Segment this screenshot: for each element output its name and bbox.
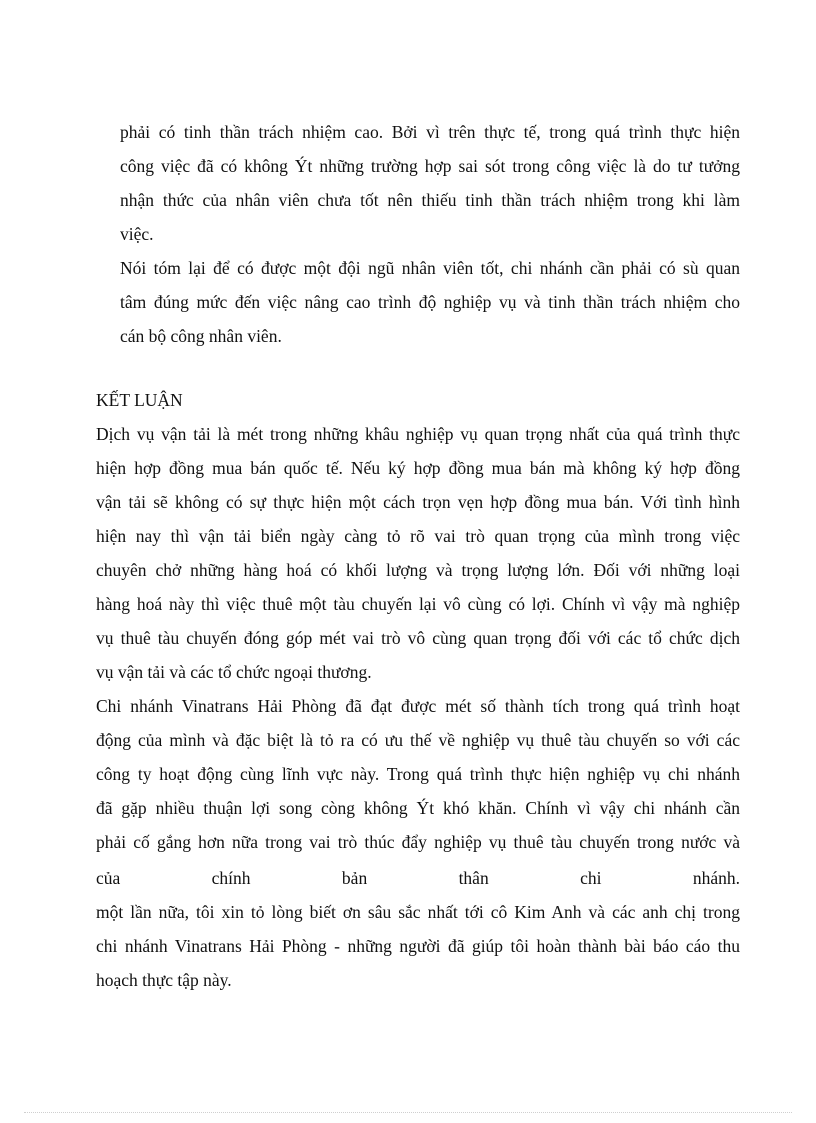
text-line: của chính bản thân chi nhánh. <box>96 868 740 888</box>
text-line: động của mình và đặc biệt là tỏ ra có ưu thế về nghiệp vụ thuê tàu chuyến so với các <box>96 730 740 750</box>
text-line: tâm đúng mức đến việc nâng cao trình độ nghiệp vụ và tinh thần trách nhiệm cho <box>120 292 740 312</box>
text-line: hiện nay thì vận tải biển ngày càng tỏ rõ vai trò quan trọng của mình trong việc <box>96 526 740 546</box>
text-line: vận tải sẽ không có sự thực hiện một cách trọn vẹn hợp đồng mua bán. Với tình hình <box>96 492 740 512</box>
text-line: vụ vận tải và các tổ chức ngoại thương. <box>96 662 372 682</box>
text-line: Chi nhánh Vinatrans Hải Phòng đã đạt được mét số thành tích trong quá trình hoạt <box>96 696 740 716</box>
text-line: cán bộ công nhân viên. <box>120 326 282 346</box>
text-line: hoạch thực tập này. <box>96 970 232 990</box>
text-line: công ty hoạt động cùng lĩnh vực này. Trong quá trình thực hiện nghiệp vụ chi nhánh <box>96 764 740 784</box>
section-heading: KẾT LUẬN <box>96 390 183 410</box>
text-line: chuyên chở những hàng hoá có khối lượng và trọng lượng lớn. Đối với những loại <box>96 560 740 580</box>
text-line: đã gặp nhiều thuận lợi song còng không Ýt khó khăn. Chính vì vậy chi nhánh cần <box>96 798 740 818</box>
page-bottom-divider <box>24 1112 792 1113</box>
text-line: phải có tinh thần trách nhiệm cao. Bởi vì trên thực tế, trong quá trình thực hiện <box>120 122 740 142</box>
text-line: Nói tóm lại để có được một đội ngũ nhân viên tốt, chi nhánh cần phải có sù quan <box>120 258 740 278</box>
text-line: hiện hợp đồng mua bán quốc tế. Nếu ký hợp đồng mua bán mà không ký hợp đồng <box>96 458 740 478</box>
text-line: chi nhánh Vinatrans Hải Phòng - những người đã giúp tôi hoàn thành bài báo cáo thu <box>96 936 740 956</box>
text-line: vụ thuê tàu chuyến đóng góp mét vai trò vô cùng quan trọng đối với các tổ chức dịch <box>96 628 740 648</box>
text-line: việc. <box>120 224 154 244</box>
text-line: hàng hoá này thì việc thuê một tàu chuyến lại vô cùng có lợi. Chính vì vậy mà nghiệp <box>96 594 740 614</box>
text-line: nhận thức của nhân viên chưa tốt nên thiếu tinh thần trách nhiệm trong khi làm <box>120 190 740 210</box>
text-line: một lần nữa, tôi xin tỏ lòng biết ơn sâu sắc nhất tới cô Kim Anh và các anh chị trong <box>96 902 740 922</box>
text-line: Dịch vụ vận tải là mét trong những khâu nghiệp vụ quan trọng nhất của quá trình thực <box>96 424 740 444</box>
text-line: phải cố gắng hơn nữa trong vai trò thúc đẩy nghiệp vụ thuê tàu chuyến trong nước và <box>96 832 740 852</box>
text-line: công việc đã có không Ýt những trường hợp sai sót trong công việc là do tư tưởng <box>120 156 740 176</box>
